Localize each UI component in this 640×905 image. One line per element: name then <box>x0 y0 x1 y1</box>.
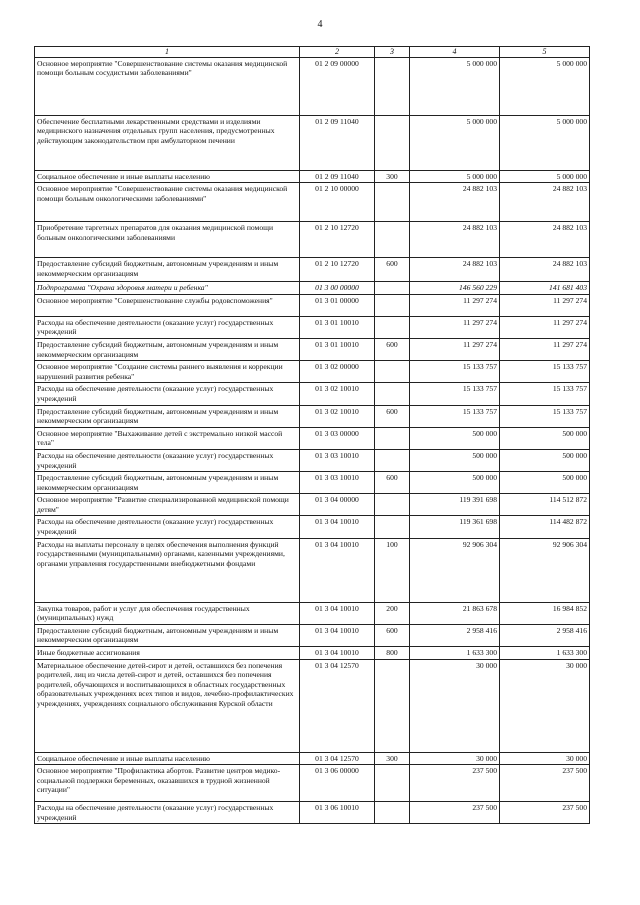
row-code-cell: 01 3 01 00000 <box>300 294 375 316</box>
row-expense-type-cell: 600 <box>375 472 410 494</box>
row-value-2-cell: 15 133 757 <box>500 405 590 427</box>
row-value-2-cell: 114 512 872 <box>500 494 590 516</box>
row-name-cell: Основное мероприятие "Профилактика абортов. Развитие центров медико-социальной подлержки беременных, оказавшихся в трудной жизненной ситуации" <box>35 765 300 802</box>
row-code-cell: 01 3 06 10010 <box>300 802 375 824</box>
row-name-cell: Подпрограмма "Охрана здоровья матери и ребенка" <box>35 282 300 295</box>
table-row <box>35 170 590 183</box>
row-value-2-cell: 500 000 <box>500 449 590 471</box>
row-expense-type-cell <box>375 316 410 338</box>
row-value-2-cell: 5 000 000 <box>500 57 590 115</box>
row-code-cell: 01 2 10 12720 <box>300 222 375 258</box>
table-row <box>35 494 590 516</box>
budget-table <box>34 46 590 824</box>
row-value-2-cell: 92 906 304 <box>500 538 590 602</box>
row-expense-type-cell: 200 <box>375 602 410 624</box>
table-row <box>35 427 590 449</box>
row-expense-type-cell <box>375 183 410 222</box>
table-row <box>35 516 590 538</box>
row-code-cell: 01 2 09 11040 <box>300 170 375 183</box>
row-name-cell: Иные бюджетные ассигнования <box>35 647 300 660</box>
row-expense-type-cell <box>375 361 410 383</box>
row-expense-type-cell: 300 <box>375 752 410 765</box>
row-code-cell: 01 3 02 00000 <box>300 361 375 383</box>
table-row <box>35 538 590 602</box>
row-value-1-cell: 92 906 304 <box>410 538 500 602</box>
row-name-cell: Предоставление субсидий бюджетным, автономным учреждениям и иным некоммерческим организациям <box>35 405 300 427</box>
row-code-cell: 01 3 03 10010 <box>300 472 375 494</box>
row-code-cell: 01 2 10 00000 <box>300 183 375 222</box>
row-value-2-cell: 24 882 103 <box>500 183 590 222</box>
table-row <box>35 449 590 471</box>
row-value-2-cell: 114 482 872 <box>500 516 590 538</box>
row-expense-type-cell <box>375 449 410 471</box>
table-row <box>35 765 590 802</box>
row-expense-type-cell <box>375 427 410 449</box>
row-value-2-cell: 15 133 757 <box>500 361 590 383</box>
row-name-cell: Предоставление субсидий бюджетным, автономным учреждениям и иным некоммерческим организациям <box>35 338 300 360</box>
row-name-cell: Материальное обеспечение детей-сирот и детей, оставшихся без попечения родителей, лиц из числа детей-сирот и детей, оставшихся без попечения родителей, обучающихся и воспитывающихся в областных государственных образовательных учреждениях всех типов и видов, лечебно-профилактических учреждениях, учреждениях социального обслуживания Курской области <box>35 659 300 752</box>
row-value-2-cell: 5 000 000 <box>500 115 590 170</box>
row-value-2-cell: 500 000 <box>500 472 590 494</box>
header-cell-5: 5 <box>500 47 590 58</box>
row-value-2-cell: 5 000 000 <box>500 170 590 183</box>
row-value-1-cell: 119 391 698 <box>410 494 500 516</box>
row-value-1-cell: 30 000 <box>410 752 500 765</box>
row-value-1-cell: 500 000 <box>410 472 500 494</box>
row-code-cell: 01 3 04 12570 <box>300 752 375 765</box>
row-value-1-cell: 237 500 <box>410 765 500 802</box>
row-code-cell: 01 3 03 00000 <box>300 427 375 449</box>
row-name-cell: Предоставление субсидий бюджетным, автономным учреждениям и иным некоммерческим организациям <box>35 258 300 282</box>
table-row <box>35 802 590 824</box>
row-expense-type-cell <box>375 494 410 516</box>
row-name-cell: Социальное обеспечение и иные выплаты населению <box>35 752 300 765</box>
row-name-cell: Предоставление субсидий бюджетным, автономным учреждениям и иным некоммерческим организациям <box>35 624 300 646</box>
row-value-1-cell: 11 297 274 <box>410 316 500 338</box>
row-value-1-cell: 5 000 000 <box>410 57 500 115</box>
row-expense-type-cell <box>375 282 410 295</box>
row-value-2-cell: 30 000 <box>500 752 590 765</box>
table-body <box>35 57 590 824</box>
header-cell-1: 1 <box>35 47 300 58</box>
row-value-2-cell: 11 297 274 <box>500 338 590 360</box>
table-row <box>35 316 590 338</box>
row-name-cell: Расходы на обеспечение деятельности (оказание услуг) государственных учреждений <box>35 516 300 538</box>
row-name-cell: Обеспечение бесплатными лекарственными средствами и изделиями медицинского назначения отдельных групп населения, предусмотренных действующим законодательством при амбулаторном печении <box>35 115 300 170</box>
row-value-1-cell: 119 361 698 <box>410 516 500 538</box>
table-row <box>35 659 590 752</box>
table-row <box>35 383 590 405</box>
row-code-cell: 01 3 01 10010 <box>300 338 375 360</box>
row-code-cell: 01 3 03 10010 <box>300 449 375 471</box>
row-name-cell: Расходы на обеспечение деятельности (оказание услуг) государственных учреждений <box>35 802 300 824</box>
row-name-cell: Расходы на обеспечение деятельности (оказание услуг) государственных учреждений <box>35 383 300 405</box>
row-value-1-cell: 5 000 000 <box>410 170 500 183</box>
row-expense-type-cell: 100 <box>375 538 410 602</box>
row-value-2-cell: 15 133 757 <box>500 383 590 405</box>
row-expense-type-cell: 300 <box>375 170 410 183</box>
row-code-cell: 01 2 09 11040 <box>300 115 375 170</box>
row-code-cell: 01 3 02 10010 <box>300 405 375 427</box>
row-name-cell: Закупка товаров, работ и услуг для обеспечения государственных (муниципальных) нужд <box>35 602 300 624</box>
row-expense-type-cell <box>375 802 410 824</box>
row-value-2-cell: 11 297 274 <box>500 316 590 338</box>
row-expense-type-cell <box>375 57 410 115</box>
row-value-1-cell: 24 882 103 <box>410 183 500 222</box>
row-code-cell: 01 2 10 12720 <box>300 258 375 282</box>
row-value-2-cell: 237 500 <box>500 802 590 824</box>
row-expense-type-cell <box>375 659 410 752</box>
row-expense-type-cell <box>375 383 410 405</box>
row-value-1-cell: 15 133 757 <box>410 361 500 383</box>
row-code-cell: 01 3 06 00000 <box>300 765 375 802</box>
table-row <box>35 361 590 383</box>
row-value-1-cell: 2 958 416 <box>410 624 500 646</box>
row-name-cell: Основное мероприятие "Развитие специализированной медицинской помощи детям" <box>35 494 300 516</box>
row-value-2-cell: 1 633 300 <box>500 647 590 660</box>
row-value-2-cell: 237 500 <box>500 765 590 802</box>
row-name-cell: Основное мероприятие "Выхаживание детей с экстремально низкой массой тела" <box>35 427 300 449</box>
row-expense-type-cell <box>375 294 410 316</box>
row-value-2-cell: 24 882 103 <box>500 258 590 282</box>
row-name-cell: Расходы на выплаты персоналу в целях обеспечения выполнения функций государственными (муниципальными) органами, казенными учреждениями, органами управления государственными внебюджетными фондами <box>35 538 300 602</box>
row-expense-type-cell: 600 <box>375 258 410 282</box>
table-row <box>35 338 590 360</box>
row-code-cell: 01 3 04 10010 <box>300 602 375 624</box>
row-name-cell: Предоставление субсидий бюджетным, автономным учреждениям и иным некоммерческим организациям <box>35 472 300 494</box>
row-code-cell: 01 3 01 10010 <box>300 316 375 338</box>
row-code-cell: 01 3 04 10010 <box>300 624 375 646</box>
row-value-1-cell: 30 000 <box>410 659 500 752</box>
row-expense-type-cell <box>375 115 410 170</box>
row-code-cell: 01 3 04 10010 <box>300 538 375 602</box>
row-value-1-cell: 500 000 <box>410 449 500 471</box>
row-code-cell: 01 3 00 00000 <box>300 282 375 295</box>
row-value-2-cell: 30 000 <box>500 659 590 752</box>
row-value-1-cell: 15 133 757 <box>410 405 500 427</box>
row-value-1-cell: 237 500 <box>410 802 500 824</box>
table-row <box>35 647 590 660</box>
row-value-1-cell: 24 882 103 <box>410 258 500 282</box>
row-name-cell: Основное мероприятие "Совершенствование системы оказания медицинской помощи больным онкологическими заболеваниями" <box>35 183 300 222</box>
row-name-cell: Приобретение таргетных препаратов для оказания медицинской помощи больным онкологическими заболеваниями <box>35 222 300 258</box>
table-row <box>35 258 590 282</box>
row-value-2-cell: 141 681 403 <box>500 282 590 295</box>
row-value-1-cell: 11 297 274 <box>410 294 500 316</box>
row-expense-type-cell: 600 <box>375 624 410 646</box>
table-row <box>35 115 590 170</box>
table-row <box>35 624 590 646</box>
row-value-1-cell: 21 863 678 <box>410 602 500 624</box>
row-value-2-cell: 2 958 416 <box>500 624 590 646</box>
header-row <box>35 47 590 58</box>
row-value-1-cell: 5 000 000 <box>410 115 500 170</box>
row-expense-type-cell <box>375 222 410 258</box>
row-code-cell: 01 3 02 10010 <box>300 383 375 405</box>
table-row <box>35 602 590 624</box>
header-cell-2: 2 <box>300 47 375 58</box>
row-value-2-cell: 500 000 <box>500 427 590 449</box>
row-code-cell: 01 2 09 00000 <box>300 57 375 115</box>
table-row <box>35 294 590 316</box>
row-name-cell: Основное мероприятие "Совершенствование системы оказания медицинской помощи больным сосудистыми заболеваниями" <box>35 57 300 115</box>
row-expense-type-cell: 600 <box>375 405 410 427</box>
row-value-1-cell: 11 297 274 <box>410 338 500 360</box>
row-value-1-cell: 1 633 300 <box>410 647 500 660</box>
row-name-cell: Расходы на обеспечение деятельности (оказание услуг) государственных учреждений <box>35 449 300 471</box>
row-code-cell: 01 3 04 10010 <box>300 516 375 538</box>
row-value-1-cell: 15 133 757 <box>410 383 500 405</box>
row-name-cell: Расходы на обеспечение деятельности (оказание услуг) государственных учреждений <box>35 316 300 338</box>
table-row <box>35 472 590 494</box>
row-value-1-cell: 24 882 103 <box>410 222 500 258</box>
row-code-cell: 01 3 04 12570 <box>300 659 375 752</box>
table-row <box>35 183 590 222</box>
header-cell-4: 4 <box>410 47 500 58</box>
row-code-cell: 01 3 04 00000 <box>300 494 375 516</box>
row-value-2-cell: 16 984 852 <box>500 602 590 624</box>
row-name-cell: Основное мероприятие "Совершенствование службы родовспоможения" <box>35 294 300 316</box>
row-value-1-cell: 500 000 <box>410 427 500 449</box>
row-name-cell: Основное мероприятие "Создание системы раннего выявления и коррекции нарушений развития ребенка" <box>35 361 300 383</box>
row-name-cell: Социальное обеспечение и иные выплаты населению <box>35 170 300 183</box>
table-row <box>35 57 590 115</box>
table-row <box>35 222 590 258</box>
page-number: 4 <box>317 19 323 30</box>
table-row <box>35 282 590 295</box>
row-expense-type-cell: 600 <box>375 338 410 360</box>
row-value-1-cell: 146 560 229 <box>410 282 500 295</box>
table-row <box>35 752 590 765</box>
header-cell-3: 3 <box>375 47 410 58</box>
table-row <box>35 405 590 427</box>
row-expense-type-cell: 800 <box>375 647 410 660</box>
row-code-cell: 01 3 04 10010 <box>300 647 375 660</box>
row-value-2-cell: 11 297 274 <box>500 294 590 316</box>
row-value-2-cell: 24 882 103 <box>500 222 590 258</box>
row-expense-type-cell <box>375 765 410 802</box>
row-expense-type-cell <box>375 516 410 538</box>
